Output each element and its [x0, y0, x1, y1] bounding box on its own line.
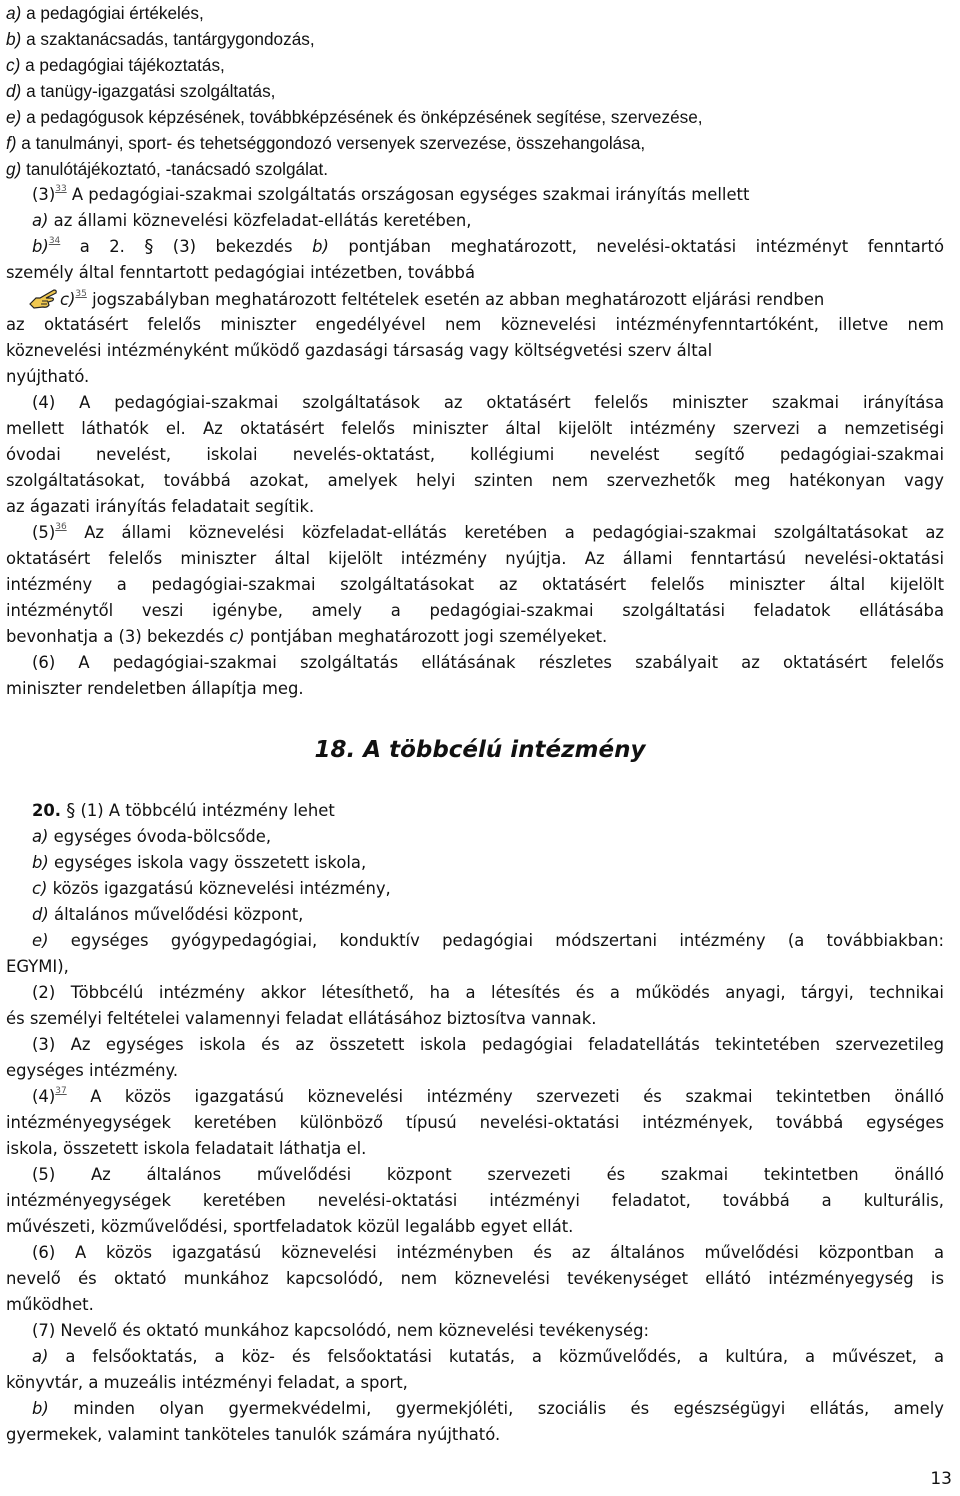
list-item: e) egységes gyógypedagógiai, konduktív pedagógiai módszertani intézmény (a továbbiakban: — [32, 931, 944, 950]
paragraph-line: intézményegységek keretében különböző típusú nevelési-oktatási intézmények, továbbá egységes — [6, 1113, 944, 1132]
service-list — [6, 0, 944, 182]
paragraph-line: miniszter rendeletben állapítja meg. — [6, 679, 304, 698]
section-heading: 18. A többcélú intézmény — [314, 737, 646, 763]
section-20 — [6, 798, 944, 1448]
paragraph-line: intézményegységek keretében nevelési-oktatási intézményi feladatot, továbbá a kulturális, — [6, 1191, 944, 1210]
list-item: b) minden olyan gyermekvédelmi, gyermekjóléti, szociális és egészségügyi ellátás, amely — [32, 1399, 944, 1418]
paragraph-line: oktatásért felelős miniszter által kijelölt intézmény nyújtja. Az állami fenntartású nevelési-oktatási — [6, 549, 944, 568]
paragraph-line: működhet. — [6, 1295, 94, 1314]
paragraph-line: intézmény a pedagógiai-szakmai szolgáltatásokat az oktatásért felelős miniszter által kijelölt — [6, 575, 944, 594]
paragraph-line: (7) Nevelő és oktató munkához kapcsolódó, nem köznevelési tevékenység: — [32, 1321, 650, 1340]
paragraph-line: az oktatásért felelős miniszter engedélyével nem köznevelési intézményfenntartóként, illetve nem — [6, 315, 944, 334]
paragraph-line: személy által fenntartott pedagógiai intézetben, továbbá — [6, 263, 475, 282]
paragraph-line: a) az állami köznevelési közfeladat-ellátás keretében, — [32, 211, 472, 230]
paragraph-line: és személyi feltételei valamennyi feladat ellátásához biztosítva vannak. — [6, 1009, 597, 1028]
paragraph-line: nevelő és oktató munkához kapcsolódó, nem köznevelési tevékenységet ellátó intézményegység is — [6, 1269, 944, 1288]
footnote-link-34[interactable]: 34 — [48, 236, 61, 246]
section-sign: § — [66, 800, 76, 821]
list-item: e) a pedagógusok képzésének, továbbképzésének és önképzésének segítése, szervezése, — [6, 107, 703, 127]
section-20-intro: 20. § (1) A többcélú intézmény lehet — [32, 800, 335, 821]
paragraph-line: mellett láthatók el. Az oktatásért felelős miniszter által kijelölt intézmény szervezi a nemzetiségi — [6, 419, 944, 438]
list-item: a) egységes óvoda-bölcsőde, — [32, 827, 272, 846]
paragraph-line: bevonhatja a (3) bekezdés c) pontjában meghatározott jogi személyeket. — [6, 627, 608, 646]
paragraph-line: (4) A pedagógiai-szakmai szolgáltatások az oktatásért felelős miniszter szakmai irányítása — [32, 393, 944, 412]
paragraph-line: köznevelési intézményként működő gazdasági társaság vagy költségvetési szerv által — [6, 341, 713, 360]
list-item: d) általános művelődési központ, — [32, 905, 304, 924]
paragraph-line: intézménytől veszi igénybe, amely a pedagógiai-szakmai szolgáltatási feladatok ellátásába — [6, 601, 944, 620]
paragraph-line: (6) A közös igazgatású köznevelési intézményben és az általános művelődési központban a — [32, 1243, 944, 1262]
footnote-link-35[interactable]: 35 — [75, 289, 87, 299]
paragraph-line: (3)$^{33}$ A pedagógiai-szakmai szolgáltatás országosan egységes szakmai irányítás mellett — [32, 184, 750, 204]
paragraph-line: (6) A pedagógiai-szakmai szolgáltatás ellátásának részletes szabályait az oktatásért felelős — [32, 653, 944, 672]
paragraph-line: az ágazati irányítás feladatait segítik. — [6, 497, 315, 516]
paragraph-line: b)$^{34}$ a 2. § (3) bekezdés b) pontjában meghatározott, nevelési-oktatási intézményt fenntartó — [32, 236, 944, 257]
list-item: f) a tanulmányi, sport- és tehetséggondozó versenyek szervezése, összehangolása, — [6, 133, 646, 153]
paragraph-6 — [6, 650, 944, 702]
paragraph-5 — [6, 520, 944, 650]
paragraph-line: nyújtható. — [6, 367, 90, 386]
paragraph-line: művészeti, közművelődési, sportfeladatok közül legalább egyet ellát. — [6, 1217, 574, 1236]
paragraph-line: c)$^{35}$ jogszabályban meghatározott feltételek esetén az abban meghatározott eljárási rendben — [6, 286, 944, 312]
paragraph-line: könyvtár, a muzeális intézményi feladat, a sport, — [6, 1373, 408, 1392]
list-item: c) közös igazgatású köznevelési intézmény, — [32, 879, 391, 898]
paragraph-line: gyermekek, valamint tanköteles tanulók számára nyújtható. — [6, 1425, 501, 1444]
list-item: c) a pedagógiai tájékoztatás, — [6, 55, 225, 75]
list-item: d) a tanügy-igazgatási szolgáltatás, — [6, 81, 276, 101]
paragraph-line: iskola, összetett iskola feladatait láthatja el. — [6, 1139, 367, 1158]
list-item: a) a pedagógiai értékelés, — [6, 3, 204, 23]
footnote-link-33[interactable]: 33 — [55, 184, 67, 194]
pointing-hand-icon — [28, 286, 58, 310]
list-item: g) tanulótájékoztató, -tanácsadó szolgálat. — [6, 159, 329, 179]
footnote-link-36[interactable]: 36 — [55, 522, 67, 532]
paragraph-line: EGYMI), — [6, 957, 69, 976]
paragraph-line: (2) Többcélú intézmény akkor létesíthető, ha a létesítés és a működés anyagi, tárgyi, technikai — [32, 983, 944, 1002]
paragraph-line: (5) Az általános művelődési központ szervezeti és szakmai tekintetben önálló — [32, 1165, 944, 1184]
page-number: 13 — [930, 1469, 952, 1489]
paragraph-3 — [6, 182, 944, 390]
paragraph-4 — [6, 390, 944, 520]
list-item: a) a felsőoktatás, a köz- és felsőoktatási kutatás, a közművelődés, a kultúra, a művészet, a — [32, 1347, 944, 1366]
list-item: b) a szaktanácsadás, tantárgygondozás, — [6, 29, 315, 49]
paragraph-line: (4)$^{37}$ A közös igazgatású köznevelési intézmény szervezeti és szakmai tekintetben önálló — [32, 1086, 944, 1106]
list-item: b) egységes iskola vagy összetett iskola, — [32, 853, 367, 872]
paragraph-line: szolgáltatásokat, továbbá azokat, amelyek helyi szinten nem szervezhetők meg hatékonyan vagy — [6, 471, 944, 490]
paragraph-line: (5)$^{36}$ Az állami köznevelési közfeladat-ellátás keretében a pedagógiai-szakmai szolgáltatásokat az — [32, 522, 944, 542]
paragraph-line: óvodai nevelést, iskolai nevelés-oktatást, kollégiumi nevelést segítő pedagógiai-szakmai — [6, 445, 944, 464]
paragraph-line: (3) Az egységes iskola és az összetett iskola pedagógiai feladatellátás tekintetében szervezetileg — [32, 1035, 944, 1054]
paragraph-line: egységes intézmény. — [6, 1061, 179, 1080]
section-sign: § — [144, 236, 154, 257]
footnote-link-37[interactable]: 37 — [55, 1086, 67, 1096]
